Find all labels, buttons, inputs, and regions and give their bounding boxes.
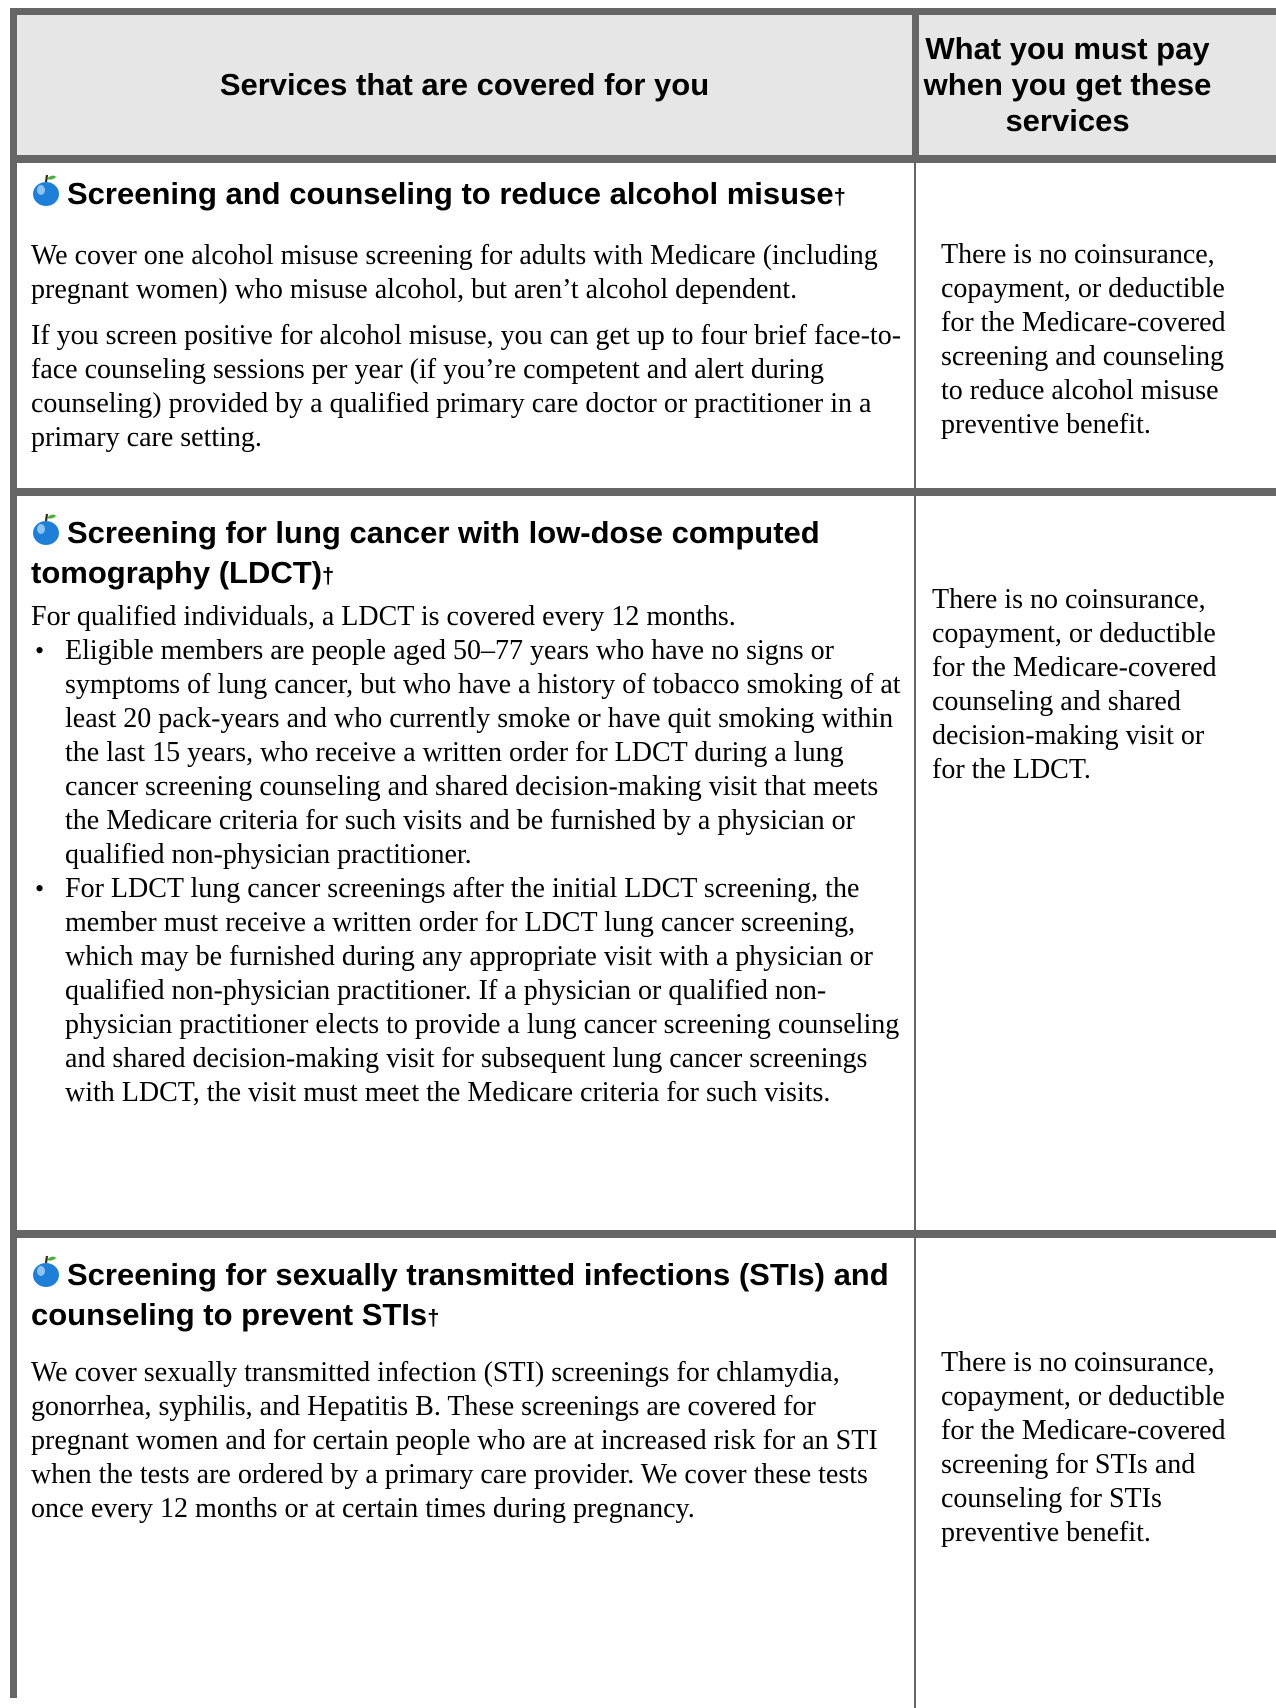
pay-column-header: What you must pay when you get these services (923, 31, 1212, 138)
service-cell (17, 496, 912, 1230)
pay-text: There is no coinsurance, copayment, or deductible for the Medicare-covered screening for STIs and counseling for STIs preventive benefit. (941, 1347, 1226, 1548)
services-column-header: Services that are covered for you (219, 67, 710, 102)
service-cell (17, 1238, 912, 1708)
service-description: We cover sexually transmitted infection (STI) screenings for chlamydia, gonorrhea, syphilis, and Hepatitis B. These screenings are covered for pregnant women and for certain people who are at increased risk for an STI when the tests are ordered by a primary care provider. We cover these tests once every 12 months or at certain times during pregnancy. (31, 1357, 878, 1524)
apple-icon (31, 512, 61, 546)
service-title: Screening for lung cancer with low-dose computed tomography (LDCT)† (31, 512, 912, 596)
table-header (17, 15, 1276, 163)
service-intro: For qualified individuals, a LDCT is covered every 12 months. (31, 601, 736, 632)
apple-icon (31, 173, 61, 207)
table-row (17, 496, 1276, 1230)
service-description: We cover one alcohol misuse screening for adults with Medicare (including pregnant women) who misuse alcohol, but aren’t alcohol dependent. (31, 240, 878, 305)
table-row (17, 163, 1276, 488)
service-description: If you screen positive for alcohol misuse, you can get up to four brief face-to-face counseling sessions per year (if you’re competent and alert during counseling) provided by a qualified primary care doctor or practitioner in a primary care setting. (31, 320, 902, 453)
pay-text: There is no coinsurance, copayment, or deductible for the Medicare-covered counseling and shared decision-making visit or for the LDCT. (932, 584, 1217, 785)
apple-icon (31, 1254, 61, 1288)
list-item: • Eligible members are people aged 50–77 years who have no signs or symptoms of lung cancer, but who have a history of tobacco smoking of at least 20 pack-years and who currently smoke or have quit smoking within the last 15 years, who receive a written order for LDCT during a lung cancer screening counseling and shared decision-making visit that meets the Medicare criteria for such visits and be furnished by a physician or qualified non-physician practitioner. (65, 634, 902, 872)
pay-cell (919, 1238, 1226, 1708)
service-cell (17, 163, 912, 488)
pay-cell (919, 163, 1226, 488)
pay-text: There is no coinsurance, copayment, or deductible for the Medicare-covered screening and counseling to reduce alcohol misuse preventive benefit. (941, 239, 1226, 440)
benefits-table (10, 8, 1276, 1698)
service-title: Screening for sexually transmitted infections (STIs) and counseling to prevent STIs† (31, 1254, 912, 1338)
column-divider (914, 163, 916, 488)
service-title: Screening and counseling to reduce alcohol misuse† (31, 173, 912, 217)
column-divider (914, 496, 916, 1230)
row-separator (17, 1230, 1276, 1238)
column-divider (912, 15, 919, 155)
eligibility-list (17, 634, 912, 1110)
row-separator (17, 488, 1276, 496)
list-item: • For LDCT lung cancer screenings after the initial LDCT screening, the member must receive a written order for LDCT lung cancer screening, which may be furnished during any appropriate visit with a physician or qualified non-physician practitioner. If a physician or qualified non-physician practitioner elects to provide a lung cancer screening counseling and shared decision-making visit for subsequent lung cancer screenings with LDCT, the visit must meet the Medicare criteria for such visits. (65, 872, 902, 1110)
pay-cell (919, 496, 1219, 1230)
column-divider (914, 1238, 916, 1708)
table-row (17, 1238, 1276, 1708)
